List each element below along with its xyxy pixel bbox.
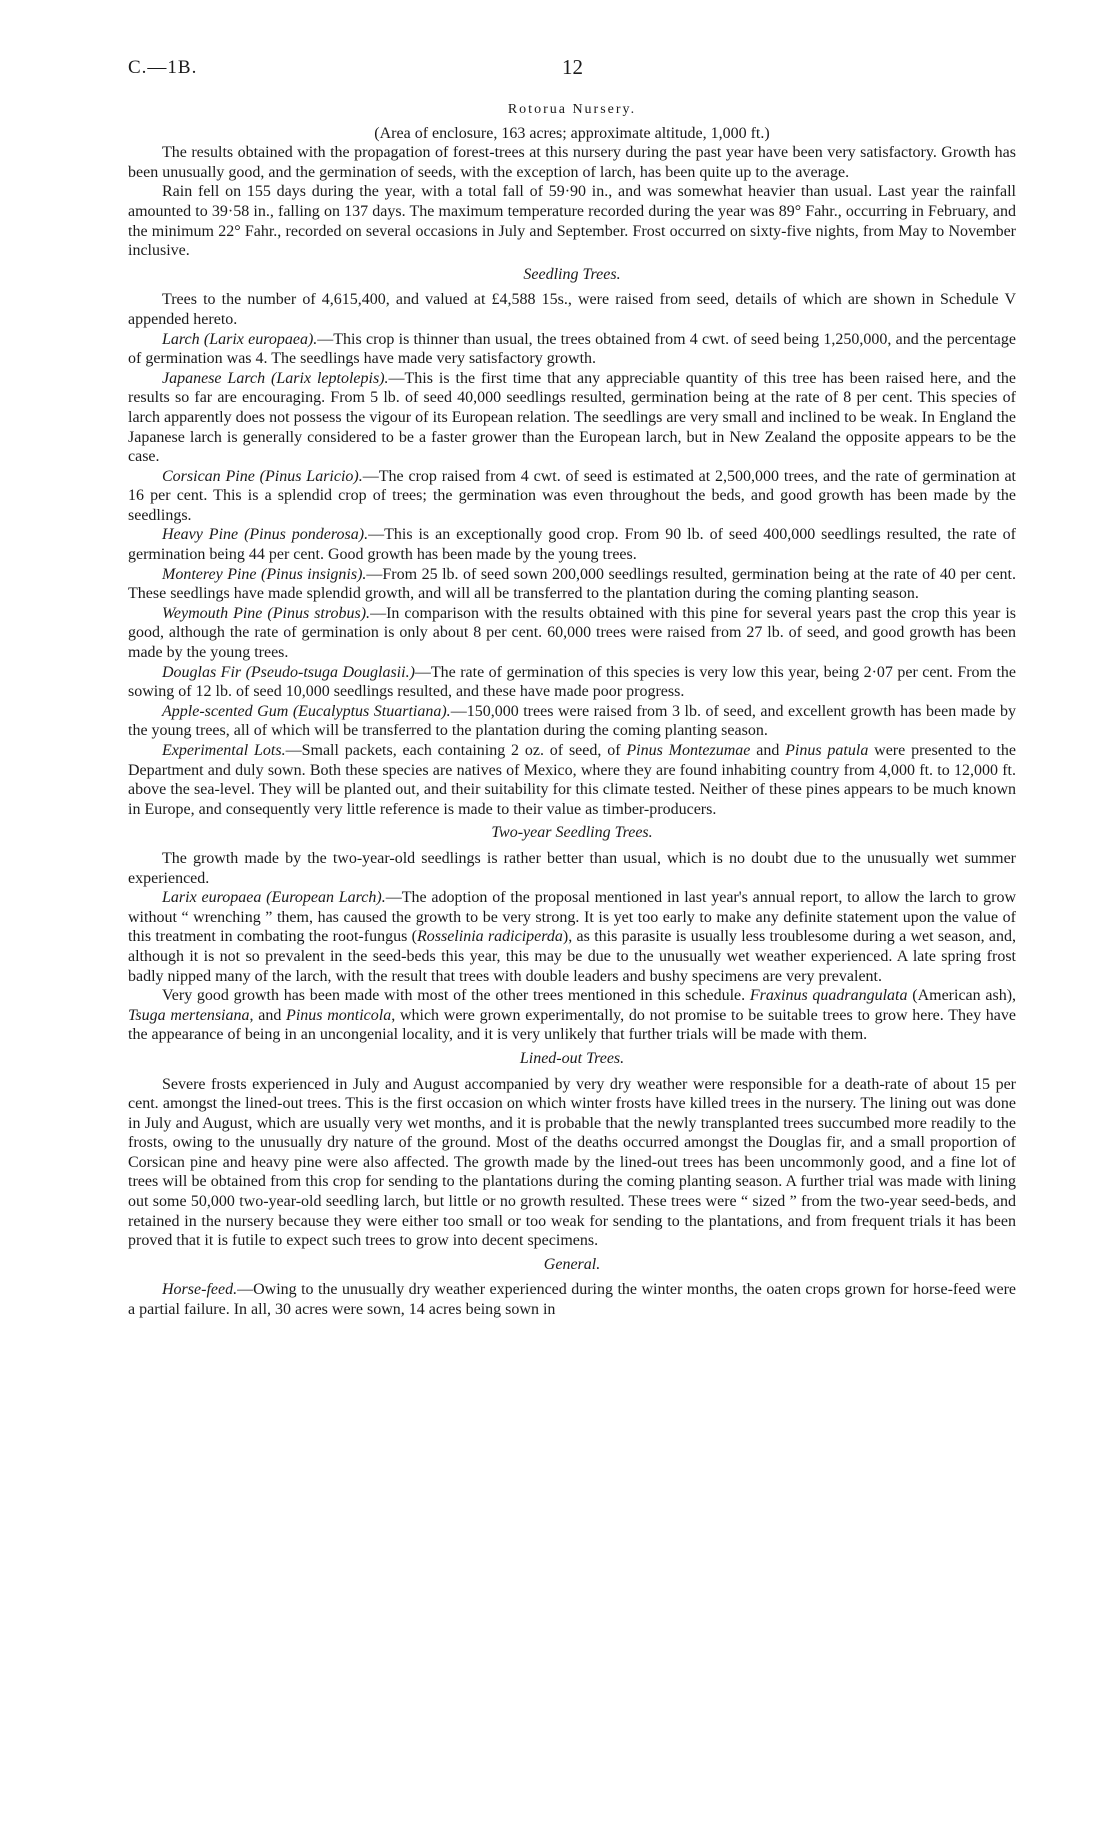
document-reference: C.—1B. [128,57,198,78]
section-title: Rotorua Nursery. [507,102,637,117]
intro-paragraph-2: Rain fell on 155 days during the year, with a total fall of 59·90 in., and was somewhat heavier than usual. Last year the rainfall amounted to 39·58 in., falling on 137 days. The maximum temperature recorded during the year was 89° Fahr., occurring in February, and the minimum 22° Fahr., recorded on several occasions in July and September. Frost occurred on sixty-five nights, from May to November inclusive. [128,183,1016,260]
two-year-intro: The growth made by the two-year-old seedlings is rather better than usual, which is no doubt due to the unusually wet summer experienced. [128,849,1016,887]
seedling-intro: Trees to the number of 4,615,400, and valued at £4,588 15s., were raised from seed, details of which are shown in Schedule V appended hereto. [128,291,1016,328]
entry-larix-europaea: Larix europaea (European Larch).—The adoption of the proposal mentioned in last year's annual report, to allow the larch to grow without “ wrenching ” them, has caused the growth to be very strong. It is yet too early to make any definite statement upon the value of this treatment in combating the root-fungus (Rosselinia radiciperda), as this parasite is usually less troublesome during a wet season, and, although it is not so prevalent in the seed-beds this year, this may be due to the unusually wet weather experienced. A late spring frost badly nipped many of the larch, with the result that trees with double leaders and bushy specimens are very prevalent. [128,889,1016,985]
entry-douglas-fir: Douglas Fir (Pseudo-tsuga Douglasii.)—The rate of germination of this species is very low this year, being 2·07 per cent. From the sowing of 12 lb. of seed 10,000 seedlings resulted, and these have made poor progress. [128,663,1017,701]
entry-horse-feed: Horse-feed.—Owing to the unusually dry weather experienced during the winter months, the oaten crops grown for horse-feed were a partial failure. In all, 30 acres were sown, 14 acres being sown in [128,1281,1016,1319]
area-line: (Area of enclosure, 163 acres; approximate altitude, 1,000 ft.) [374,124,770,142]
entry-monterey-pine: Monterey Pine (Pinus insignis).—From 25 lb. of seed sown 200,000 seedlings resulted, germination being at the rate of 40 per cent. These seedlings have made splendid growth, and will all be transferred to the plantation during the coming planting season. [128,565,1017,603]
entry-heavy-pine: Heavy Pine (Pinus ponderosa).—This is an exceptionally good crop. From 90 lb. of seed 400,000 seedlings resulted, the rate of germination being 44 per cent. Good growth has been made by the young trees. [128,526,1016,564]
general-heading: General. [543,1255,601,1273]
lined-out-heading: Lined-out Trees. [519,1049,625,1067]
seedling-heading: Seedling Trees. [523,265,621,283]
entry-other-trees: Very good growth has been made with most of the other trees mentioned in this schedule. Fraxinus quadrangulata (American ash), Tsuga mertensiana, and Pinus monticola, which were grown experimentally, do not promise to be suitable trees to grow here. They have the appearance of being in an uncongenial locality, and it is very unlikely that further trials will be made with them. [128,987,1017,1044]
lined-out-paragraph: Severe frosts experienced in July and August accompanied by very dry weather were responsible for a death-rate of about 15 per cent. amongst the lined-out trees. This is the first occasion on which winter frosts have killed trees in the nursery. The lining out was done in July and August, which are usually very wet months, and it is probable that the newly transplanted trees succumbed more readily to the frosts, owing to the unusually dry nature of the ground. Most of the deaths occurred amongst the Douglas fir, and a small proportion of Corsican pine and heavy pine were also affected. The growth made by the lined-out trees has been uncommonly good, and a fine lot of trees will be obtained from this crop for sending to the plantations during the coming planting season. A further trial was made with lining out some 50,000 two-year-old seedling larch, but little or no growth resulted. These trees were “ sized ” from the two-year seed-beds, and retained in the nursery because they were either too small or too weak for sending to the plantations, and from frequent trials it has been proved that it is futile to expect such trees to grow into decent specimens. [128,1075,1016,1250]
entry-corsican-pine: Corsican Pine (Pinus Laricio).—The crop raised from 4 cwt. of seed is estimated at 2,500,000 trees, and the rate of germination at 16 per cent. This is a splendid crop of trees; the germination was even throughout the beds, and good growth has been made by the seedlings. [128,467,1016,524]
page-number: 12 [562,55,583,79]
entry-weymouth-pine: Weymouth Pine (Pinus strobus).—In comparison with the results obtained with this pine for several years past the crop this year is good, although the rate of germination is only about 8 per cent. 60,000 trees were raised from 27 lb. of seed, and good growth has been made by the young trees. [128,604,1017,662]
entry-experimental-lots: Experimental Lots.—Small packets, each containing 2 oz. of seed, of Pinus Montezumae and Pinus patula were presented to the Department and duly sown. Both these species are natives of Mexico, where they are found inhabiting country from 4,000 ft. to 12,000 ft. above the sea-level. They will be planted out, and their suitability for this climate tested. Neither of these pines appears to be much known in Europe, and consequently very little reference is made to their value as timber-producers. [128,742,1017,818]
page-header [128,55,1016,92]
entry-apple-scented-gum: Apple-scented Gum (Eucalyptus Stuartiana).—150,000 trees were raised from 3 lb. of seed, and excellent growth has been made by the young trees, all of which will be transferred to the plantation during the coming planting season. [128,702,1016,740]
two-year-heading: Two-year Seedling Trees. [491,824,653,842]
entry-larch: Larch (Larix europaea).—This crop is thinner than usual, the trees obtained from 4 cwt. of seed being 1,250,000, and the percentage of germination was 4. The seedlings have made very satisfactory growth. [128,330,1017,368]
entry-japanese-larch: Japanese Larch (Larix leptolepis).—This is the first time that any appreciable quantity of this tree has been raised here, and the results so far are encouraging. From 5 lb. of seed 40,000 seedlings resulted, germination being at the rate of 8 per cent. This species of larch apparently does not possess the vigour of its European relation. The seedlings are very small and inclined to be weak. In England the Japanese larch is generally considered to be a faster grower than the European larch, but in New Zealand the opposite appears to be the case. [128,369,1017,466]
intro-paragraph-1: The results obtained with the propagation of forest-trees at this nursery during the past year have been very satisfactory. Growth has been unusually good, and the germination of seeds, with the exception of larch, has been quite up to the average. [128,144,1016,181]
